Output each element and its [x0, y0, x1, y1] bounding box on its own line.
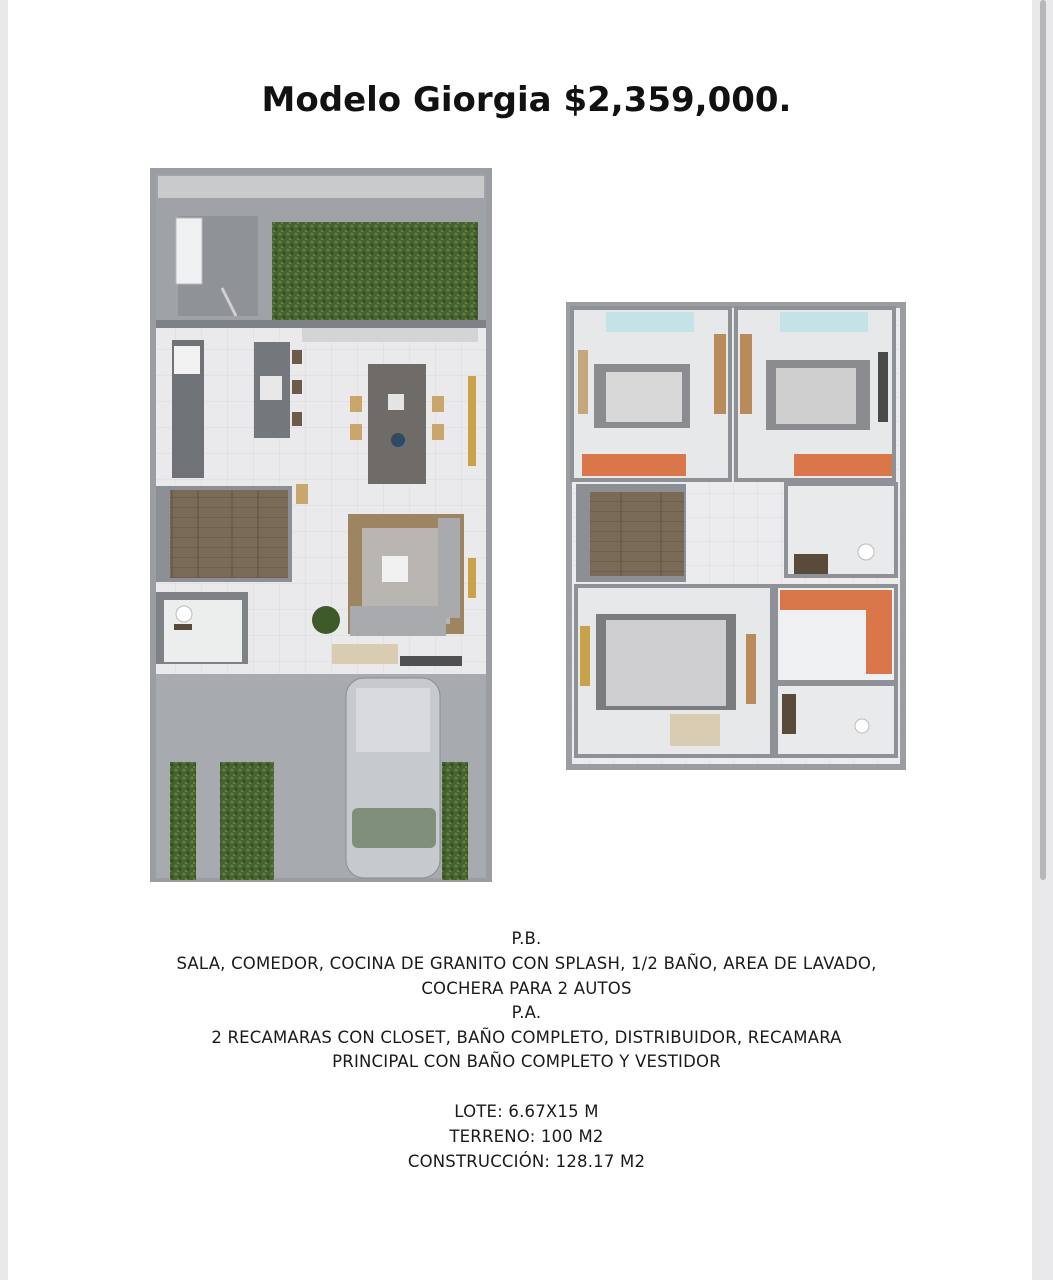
lot-size: LOTE: 6.67X15 M	[454, 1102, 599, 1121]
ground-floor-features-line2: COCHERA PARA 2 AUTOS	[421, 979, 632, 998]
page-title: Modelo Giorgia $2,359,000.	[261, 80, 792, 120]
upper-floor-features-line1: 2 RECAMARAS CON CLOSET, BAÑO COMPLETO, DISTRIBUIDOR, RECAMARA	[211, 1028, 842, 1047]
ground-floor-heading: P.B.	[511, 929, 542, 948]
upper-floor-heading: P.A.	[511, 1003, 542, 1022]
upper-floor-features-line2: PRINCIPAL CON BAÑO COMPLETO Y VESTIDOR	[332, 1052, 721, 1071]
ground-floor-plan	[150, 168, 492, 882]
upper-floor-plan	[566, 302, 906, 770]
ground-floor-features-line1: SALA, COMEDOR, COCINA DE GRANITO CON SPLASH, 1/2 BAÑO, AREA DE LAVADO,	[176, 954, 877, 973]
land-area: TERRENO: 100 M2	[449, 1127, 604, 1146]
construction-area: CONSTRUCCIÓN: 128.17 M2	[407, 1152, 646, 1171]
scrollbar-thumb[interactable]	[1040, 0, 1046, 880]
